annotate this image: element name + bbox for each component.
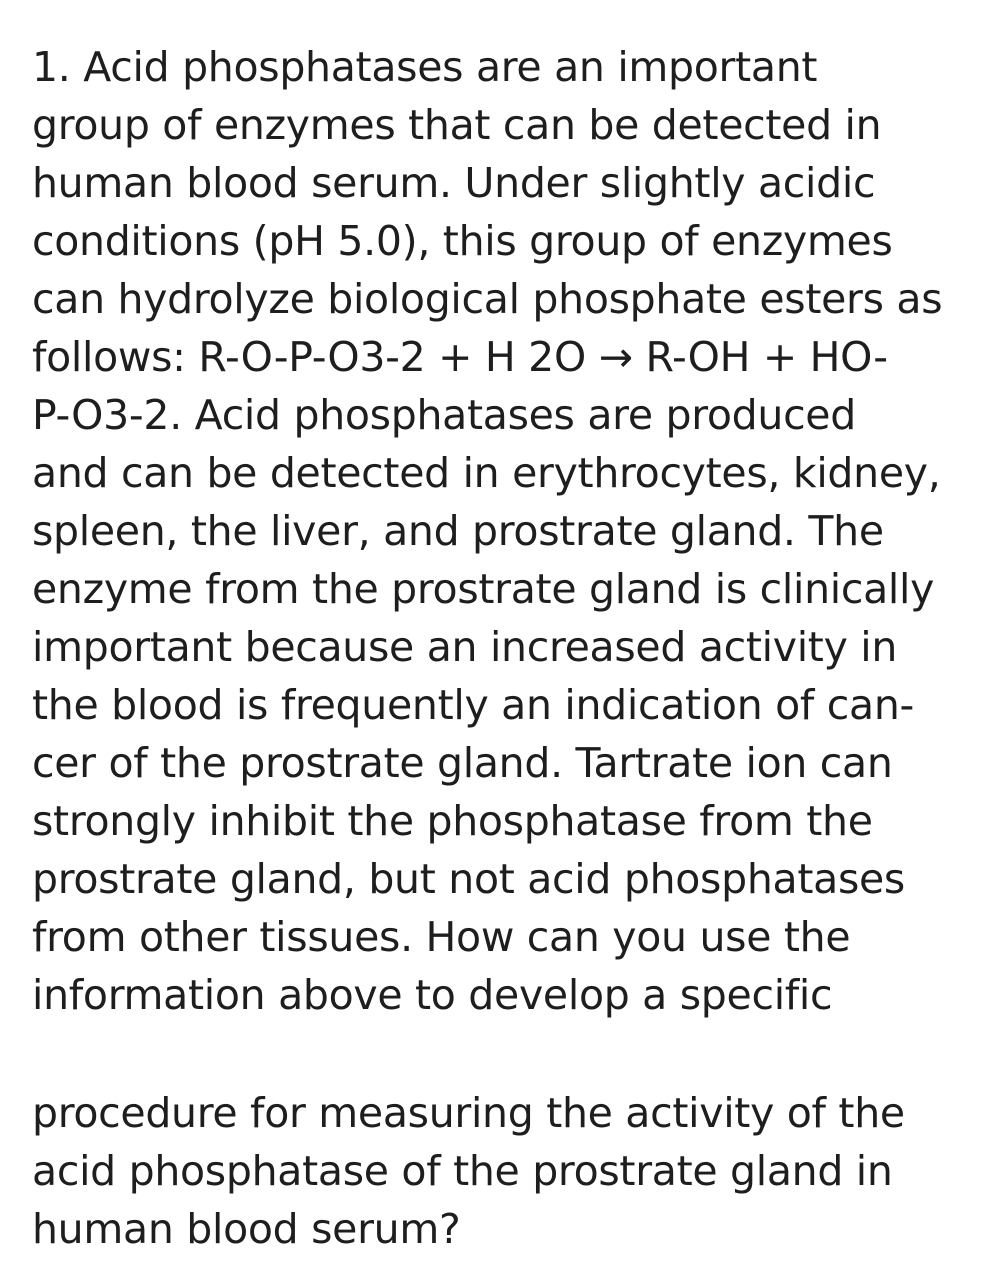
- text-line: follows: R-O-P-O3-2 + H 2O → R-OH + HO-: [32, 333, 888, 381]
- text-line: P-O3-2. Acid phosphatases are produced: [32, 391, 856, 439]
- text-line: and can be detected in erythrocytes, kidney,: [32, 449, 941, 497]
- text-line: acid phosphatase of the prostrate gland in: [32, 1147, 893, 1195]
- text-line: human blood serum. Under slightly acidic: [32, 159, 876, 207]
- text-line: strongly inhibit the phosphatase from the: [32, 797, 873, 845]
- text-line: cer of the prostrate gland. Tartrate ion can: [32, 739, 893, 787]
- text-line: prostrate gland, but not acid phosphatases: [32, 855, 905, 903]
- text-line: enzyme from the prostrate gland is clinically: [32, 565, 935, 613]
- text-line: information above to develop a specific: [32, 971, 833, 1019]
- text-line: the blood is frequently an indication of can-: [32, 681, 915, 729]
- text-line: from other tissues. How can you use the: [32, 913, 851, 961]
- text-line: can hydrolyze biological phosphate esters as: [32, 275, 943, 323]
- text-line: conditions (pH 5.0), this group of enzymes: [32, 217, 893, 265]
- text-line: spleen, the liver, and prostrate gland. The: [32, 507, 884, 555]
- text-line: group of enzymes that can be detected in: [32, 101, 882, 149]
- text-line: important because an increased activity in: [32, 623, 898, 671]
- text-line: 1. Acid phosphatases are an important: [32, 43, 818, 91]
- text-line: human blood serum?: [32, 1205, 461, 1253]
- text-line: procedure for measuring the activity of the: [32, 1089, 905, 1137]
